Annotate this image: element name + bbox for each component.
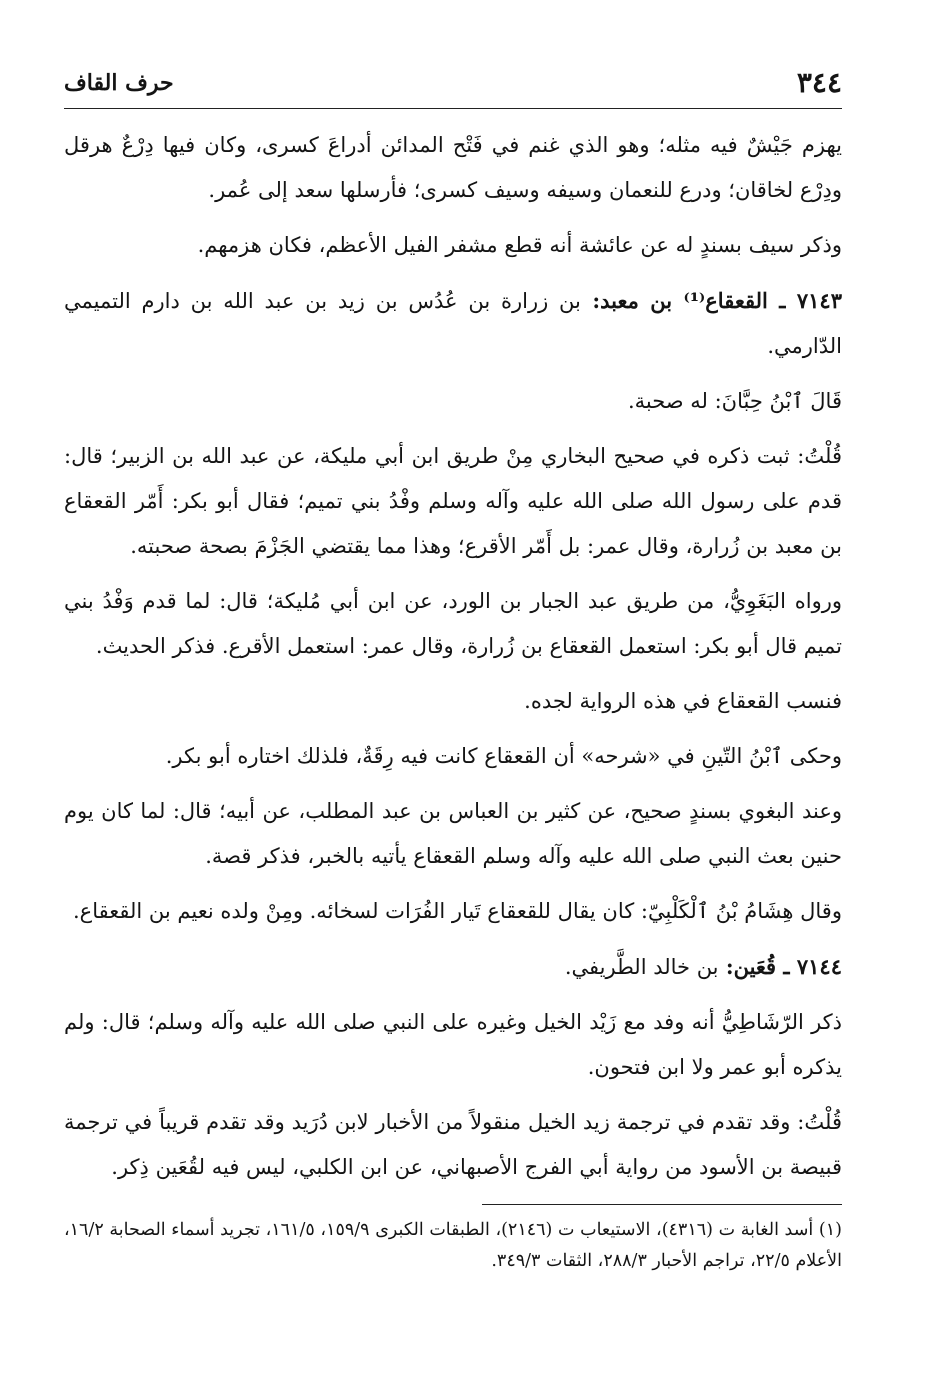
paragraph — [64, 434, 842, 569]
footnote: (١) أسد الغابة ت (٤٣١٦)، الاستيعاب ت (٢١٤٦)، الطبقات الكبرى ١٥٩/٩، ١٦١/٥، تجريد أسماء الصحابة ١٦/٢، الأعلام ٢٢/٥، تراجم الأحبار ٢٨٨/٣، الثقات ٣٤٩/٣. — [64, 1220, 842, 1271]
paragraph-text: وذكر سيف بسندٍ له عن عائشة أنه قطع مشفر الفيل الأعظم، فكان هزمهم. — [197, 233, 842, 257]
paragraph — [64, 223, 842, 268]
paragraph-text: بن خالد الطَّريفي. — [564, 955, 719, 979]
paragraph-text: فنسب القعقاع في هذه الرواية لجده. — [524, 689, 842, 713]
paragraph — [64, 889, 842, 934]
document-page — [64, 60, 842, 1277]
paragraph — [64, 789, 842, 879]
page-header — [64, 60, 842, 109]
footnote-divider — [482, 1204, 842, 1205]
paragraph-text: وقال هِشَامُ بْنُ ٱلْكَلْبِيّ: كان يقال للقعقاع تَيار الفُرَات لسخائه. ومِنْ ولده نعيم بن القعقاع. — [72, 899, 842, 923]
paragraph — [64, 1000, 842, 1090]
paragraph — [64, 734, 842, 779]
paragraph-text: يهزم جَيْشٌ فيه مثله؛ وهو الذي غنم في فَتْح المدائن أدراعَ كسرى، وكان فيها دِرْعٌ هرقل ودِرْع لخاقان؛ ودرع للنعمان وسيفه وسيف كسرى؛ فأرسلها سعد إلى عُمر. — [64, 133, 842, 202]
paragraph — [64, 579, 842, 669]
paragraph-text: وحكى ٱبْنُ التّينِ في «شرحه» أن القعقاع كانت فيه رِقَةٌ، فلذلك اختاره أبو بكر. — [165, 744, 842, 768]
page-number: ٣٤٤ — [796, 66, 842, 99]
entry-heading-7144 — [64, 944, 842, 990]
running-head: حرف القاف — [64, 70, 174, 96]
paragraph — [64, 379, 842, 424]
paragraph-text: وعند البغوي بسندٍ صحيح، عن كثير بن العباس بن عبد المطلب، عن أبيه؛ قال: لما كان يوم حنين بعث النبي صلى الله عليه وآله وسلم القعقاع يأتيه بالخبر، فذكر قصة. — [64, 799, 842, 868]
paragraph — [64, 123, 842, 213]
paragraph-text: قُلْتُ: ثبت ذكره في صحيح البخاري مِنْ طريق ابن أبي مليكة، عن عبد الله بن الزبير؛ قال: قدم على رسول الله صلى الله عليه وآله وسلم وفْدُ بني تميم؛ فقال أبو بكر: أَمّر القعقاع بن معبد بن زُرارة، وقال عمر: بل أَمّر الأقرع؛ وهذا مما يقتضي الجَزْمَ بصحة صحبته. — [64, 444, 842, 558]
paragraph-text: بن زرارة بن عُدُس بن زيد بن عبد الله بن دارم التميمي الدّارمي. — [64, 289, 842, 358]
paragraph — [64, 679, 842, 724]
paragraph-text: ورواه البَغَوِيُّ، من طريق عبد الجبار بن الورد، عن ابن أبي مُليكة؛ قال: لما قدم وَفْدُ بني تميم قال أبو بكر: استعمل القعقاع بن زُرارة، وقال عمر: استعمل الأقرع. فذكر الحديث. — [64, 589, 842, 658]
entry-lead: ٧١٤٤ ـ قُعَين: — [718, 954, 842, 979]
paragraph-text: ذكر الرّشَاطِيُّ أنه وفد مع زَيْد الخيل وغيره على النبي صلى الله عليه وآله وسلم؛ قال: ولم يذكره أبو عمر ولا ابن فتحون. — [64, 1010, 842, 1079]
entry-lead: ٧١٤٣ ـ القعقاع⁽¹⁾ بن معبد: — [580, 288, 842, 313]
paragraph-text: قُلْتُ: وقد تقدم في ترجمة زيد الخيل منقولاً من الأخبار لابن دُرَيد وقد تقدم قريباً في ترجمة قبيصة بن الأسود من رواية أبي الفرج الأصبهاني، عن ابن الكلبي، ليس فيه لقُعَين ذِكر. — [64, 1110, 842, 1179]
main-text — [64, 123, 842, 1190]
entry-heading-7143 — [64, 278, 842, 369]
paragraph-text: قَالَ ٱبْنُ حِبَّانَ: له صحبة. — [627, 389, 842, 413]
paragraph — [64, 1100, 842, 1190]
